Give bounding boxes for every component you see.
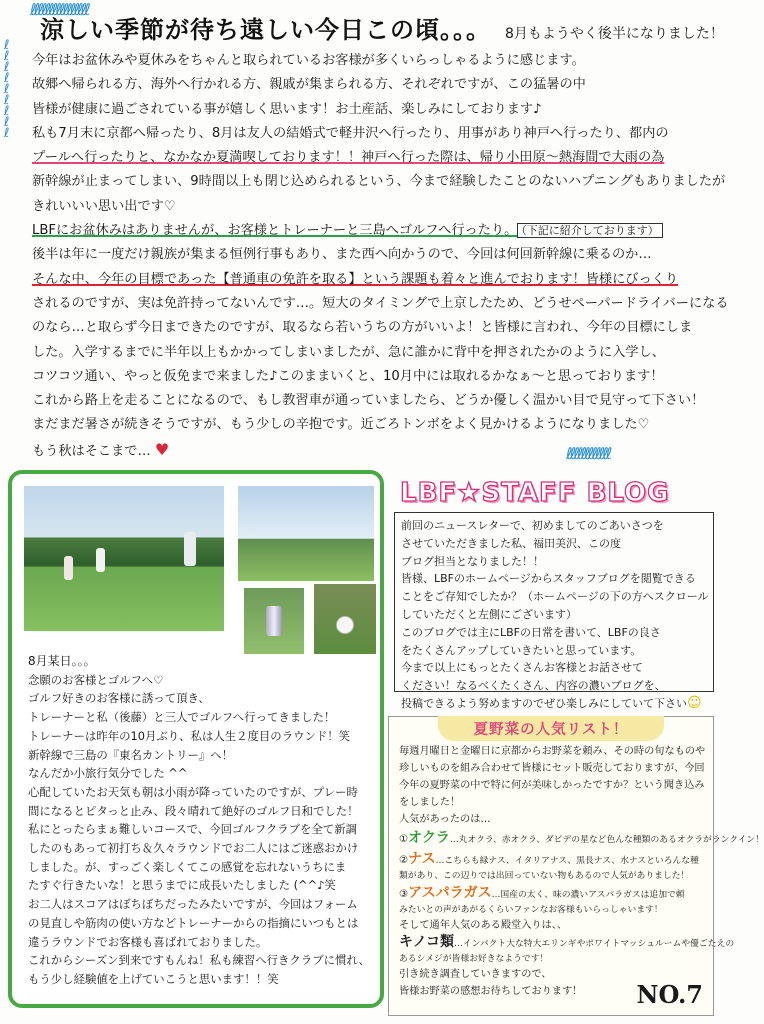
golf-date: 8月某日。。。 [28, 654, 96, 668]
golf-ball-photo [314, 584, 376, 654]
veg-desc: …国産の太く、味の濃いアスパラガスは追加で頼 [491, 890, 685, 900]
golf-line: 間になるとピタっと止み、段々晴れて絶好のゴルフ日和でした！ [28, 803, 359, 818]
blog-last-text: 投稿できるよう努めますのでぜひ楽しみにしていて下さい [401, 696, 687, 710]
golf-ball-icon [336, 616, 354, 634]
golf-line: したのもあって初打ち＆久々ラウンドでお二人にはご迷惑おかけ [28, 841, 359, 856]
letter-line: まだまだ暑さが続きそうですが、もう少しの辛抱です。近ごろトンボをよく見かけるようになりました♡ [32, 417, 650, 433]
veg-body [389, 741, 764, 1000]
letter-line: 新幹線が止まってしまい、9時間以上も閉じ込められるという、今まで経験したことのないハプニングもありましたが [32, 174, 726, 190]
veg-year-round: そして通年人気のある殿堂入りは、、 [399, 920, 568, 931]
golf-line: これからシーズン到来ですもんね！私も練習へ行きクラブに慣れ、 [28, 953, 370, 968]
smile-icon: ☺ [687, 694, 702, 711]
blog-line: このブログでは主にLBFの日常を書いて、LBFの良さ [401, 625, 661, 639]
blog-line: 今まで以上にもっとたくさんお客様とお話させて [401, 661, 643, 675]
veg-desc-cont: 類があり、この辺りでは出回っていない物もあるので人気がありました！ [399, 871, 690, 881]
staff-blog [394, 478, 714, 711]
golf-line: 念願のお客様とゴルフへ♡ [28, 672, 164, 687]
veg-item-okra [399, 830, 764, 849]
letter-line: されるのですが、実は免許持ってないんです…。短大のタイミングで上京したため、どうせペーパードライバーになる [32, 295, 729, 311]
veg-item-kinoko [399, 934, 735, 953]
veg-outro-line: 皆様お野菜の感想お待ちしております！ [399, 986, 583, 997]
blog-line: していただくと左側にございます） [401, 607, 577, 621]
veg-name: アスパラガス [408, 885, 492, 901]
golf-line: なんだか小旅行気分でした ^^ [28, 766, 188, 781]
golf-course-photo [24, 486, 224, 631]
headline-sub: 8月もようやく後半になりました！ [505, 26, 724, 42]
spiral-border-left-icon: ℓ ℓ ℓ ℓ ℓ ℓ ℓ ℓ ℓ [4, 38, 10, 141]
veg-num: ③ [399, 889, 409, 900]
blog-line: ください！なるべくたくさん、内容の濃いブログを、 [401, 679, 666, 693]
letter-line: 皆様が健康に過ごされている事が嬉しく思います！お土産話、楽しみにしております♪ [32, 101, 542, 117]
letter-line: した。入学するまでに半年以上もかかってしまいましたが、急に誰かに背中を押されたかのように入学し、 [32, 344, 665, 360]
golf-line: しました。が、すっごく楽しくてこの感覚を忘れないうちにま [28, 859, 347, 874]
golfer-figure [184, 532, 196, 566]
letter-line: これから路上を走ることになるので、もし教習車が通っていましたら、どうか優しく温かい目で見守って下さい！ [32, 393, 705, 409]
blog-line [401, 695, 707, 713]
golf-line: ゴルフ好きのお客様に誘って頂き、 [28, 691, 210, 706]
blog-line: させていただきました私、福田美沢、この度 [401, 536, 621, 550]
golf-line: 心配していたお天気も朝は小雨が降っていたのですが、プレー時 [28, 784, 358, 799]
veg-intro-line: をしました！ [399, 797, 461, 808]
golf-line: 違うラウンドでお客様も喜ばれておりました。 [28, 934, 268, 949]
veg-desc-cont: みたいとの声があがるくらいファンなお客様もいらっしゃいます！ [399, 905, 663, 915]
letter-line: きれいいい思い出です♡ [32, 198, 176, 214]
closing-text: もう秋はそこまで… [32, 443, 151, 459]
veg-desc: …こちらも緑ナス、イタリアナス、黒長ナス、水ナスといろんな種 [435, 856, 699, 866]
golf-panel [8, 470, 384, 1008]
veg-desc: …丸オクラ、赤オクラ、ダビデの星など色んな種類のあるオクラがランクイン！ [449, 835, 764, 845]
letter-line: 後半は年に一度だけ親族が集まる恒例行事もあり、また西へ向かうので、今回は何回新幹線に乗るのか… [32, 247, 652, 263]
letter-line [32, 438, 712, 464]
lbf-line: LBFにお盆休みはありませんが、お客様とトレーナーと三島へゴルフへ行ったり。 [32, 223, 518, 239]
heart-icon: ♥ [154, 439, 170, 459]
golfer-figure [96, 548, 105, 572]
letter-line: 今年はお盆休みや夏休みをちゃんと取られているお客様が多くいらっしゃるように感じます。 [32, 53, 585, 68]
spiral-border-right-icon: ℓℓℓℓℓℓℓℓℓℓℓℓ [566, 444, 610, 463]
blog-line: ことをご存知でしたか？（ホームページの下の方へスクロール [401, 590, 709, 604]
veg-item-asparagus [399, 885, 703, 904]
veg-name: オクラ [408, 830, 450, 846]
golfer-figure [64, 556, 73, 580]
veg-intro-line: 珍しいものを組み合わせて皆様にセット販売しておりますが、今回 [399, 763, 705, 774]
blog-line: をたくさんアップしていきたいと思っています。 [401, 643, 642, 657]
veg-item-nasu [399, 851, 703, 870]
spiral-border-icon: ℓℓℓℓℓℓℓℓℓℓℓℓℓℓℓℓ [30, 0, 88, 19]
golf-line: 新幹線で三島の『東名カントリー』へ！ [28, 747, 234, 762]
letter-line: 私も7月末に京都へ帰ったり、8月は友人の結婚式で軽井沢へ行ったり、用事があり神戸へ行ったり、都内の [32, 125, 669, 141]
veg-intro-line: 毎週月曜日と金曜日に京都からお野菜を頼み、その時の旬なものや [399, 746, 706, 757]
blog-line: 皆様、LBFのホームページからスタッフブログを閲覧できる [401, 572, 696, 586]
headline: 涼しい季節が待ち遠しい今日この頃。。。 [40, 16, 491, 44]
veg-num: ② [399, 855, 409, 866]
veg-name: キノコ類 [399, 934, 455, 950]
top-letter [22, 10, 729, 459]
blog-title: LBF★STAFF BLOG [400, 478, 670, 508]
golf-line: 私にとったらまぁ難しいコースで、今回ゴルフクラブを全て新調 [28, 822, 357, 837]
veg-desc-cont: あるシメジが皆様お好きなようです！ [399, 954, 549, 964]
fairway-photo [238, 486, 374, 581]
blog-line: 前回のニュースレターで、初めましてのごあいさつを [401, 519, 664, 532]
see-below-box: （下記に紹介しております） [517, 223, 663, 238]
golf-line: お二人はスコアはぼちぼちだったみたいですが、今回はフォーム [28, 897, 358, 912]
issue-number: NO.7 [636, 980, 703, 1009]
letter-line: 故郷へ帰られる方、海外へ行かれる方、親戚が集まられる方、それぞれですが、この猛暑の中 [32, 77, 586, 93]
blog-line: ブログ担当となりました！！ [401, 554, 544, 568]
veg-name: ナス [408, 851, 436, 867]
golf-line: もう少し経験値を上げていこうと思います！！笑 [28, 971, 279, 986]
headline-row [22, 10, 724, 45]
veg-intro-line: 今年の夏野菜の中で特に何が美味しかったですか？という聞き込み [399, 780, 705, 791]
letter-line: のなら…と取らず今日まできたのですが、取るなら若いうちの方がいいよ！と皆様に言われ、今年の目標にしま [32, 320, 693, 336]
golf-line: たすぐ行きたいな！と思うまでに成長いたしました (^^♪笑 [28, 878, 336, 893]
veg-outro-line: 引き続き調査していきますので、 [399, 969, 552, 980]
blog-box [394, 512, 714, 711]
letter-line: そんな中、今年の目標であった【普通車の免許を取る】という課題も着々と進んでおります！皆様にびっくり [32, 271, 679, 287]
veg-intro-line: 人気があったのは… [399, 814, 491, 825]
golf-text [28, 652, 380, 989]
beer-can-photo [244, 588, 304, 654]
golf-line: トレーナーは昨年の10月ぶり、私は人生２度目のラウンド！笑 [28, 728, 351, 743]
letter-line [32, 219, 712, 243]
veg-num: ① [399, 834, 409, 845]
letter-body [22, 49, 729, 464]
golf-line: の見直しや筋肉の使い方などトレーナーからの指摘にいつもとは [28, 915, 359, 930]
golf-line: トレーナーと私（後藤）と三人でゴルフへ行ってきました！ [28, 710, 336, 725]
veg-desc: …インパクト大な特大エリンギやポワイトマッシュルームや優ごたえの [454, 939, 735, 949]
letter-line: プールへ行ったりと、なかなか夏満喫しております！！神戸へ行った際は、帰り小田原～熱海間で大雨の為 [32, 150, 665, 166]
beer-can-icon [266, 606, 282, 636]
vegetable-ranking [388, 716, 764, 1016]
veg-title: 夏野菜の人気リスト！ [438, 716, 665, 741]
letter-line: コツコツ通い、やっと仮免まで来ました♪このままいくと、10月中には取れるかなぁ～と思っております！ [32, 368, 664, 384]
